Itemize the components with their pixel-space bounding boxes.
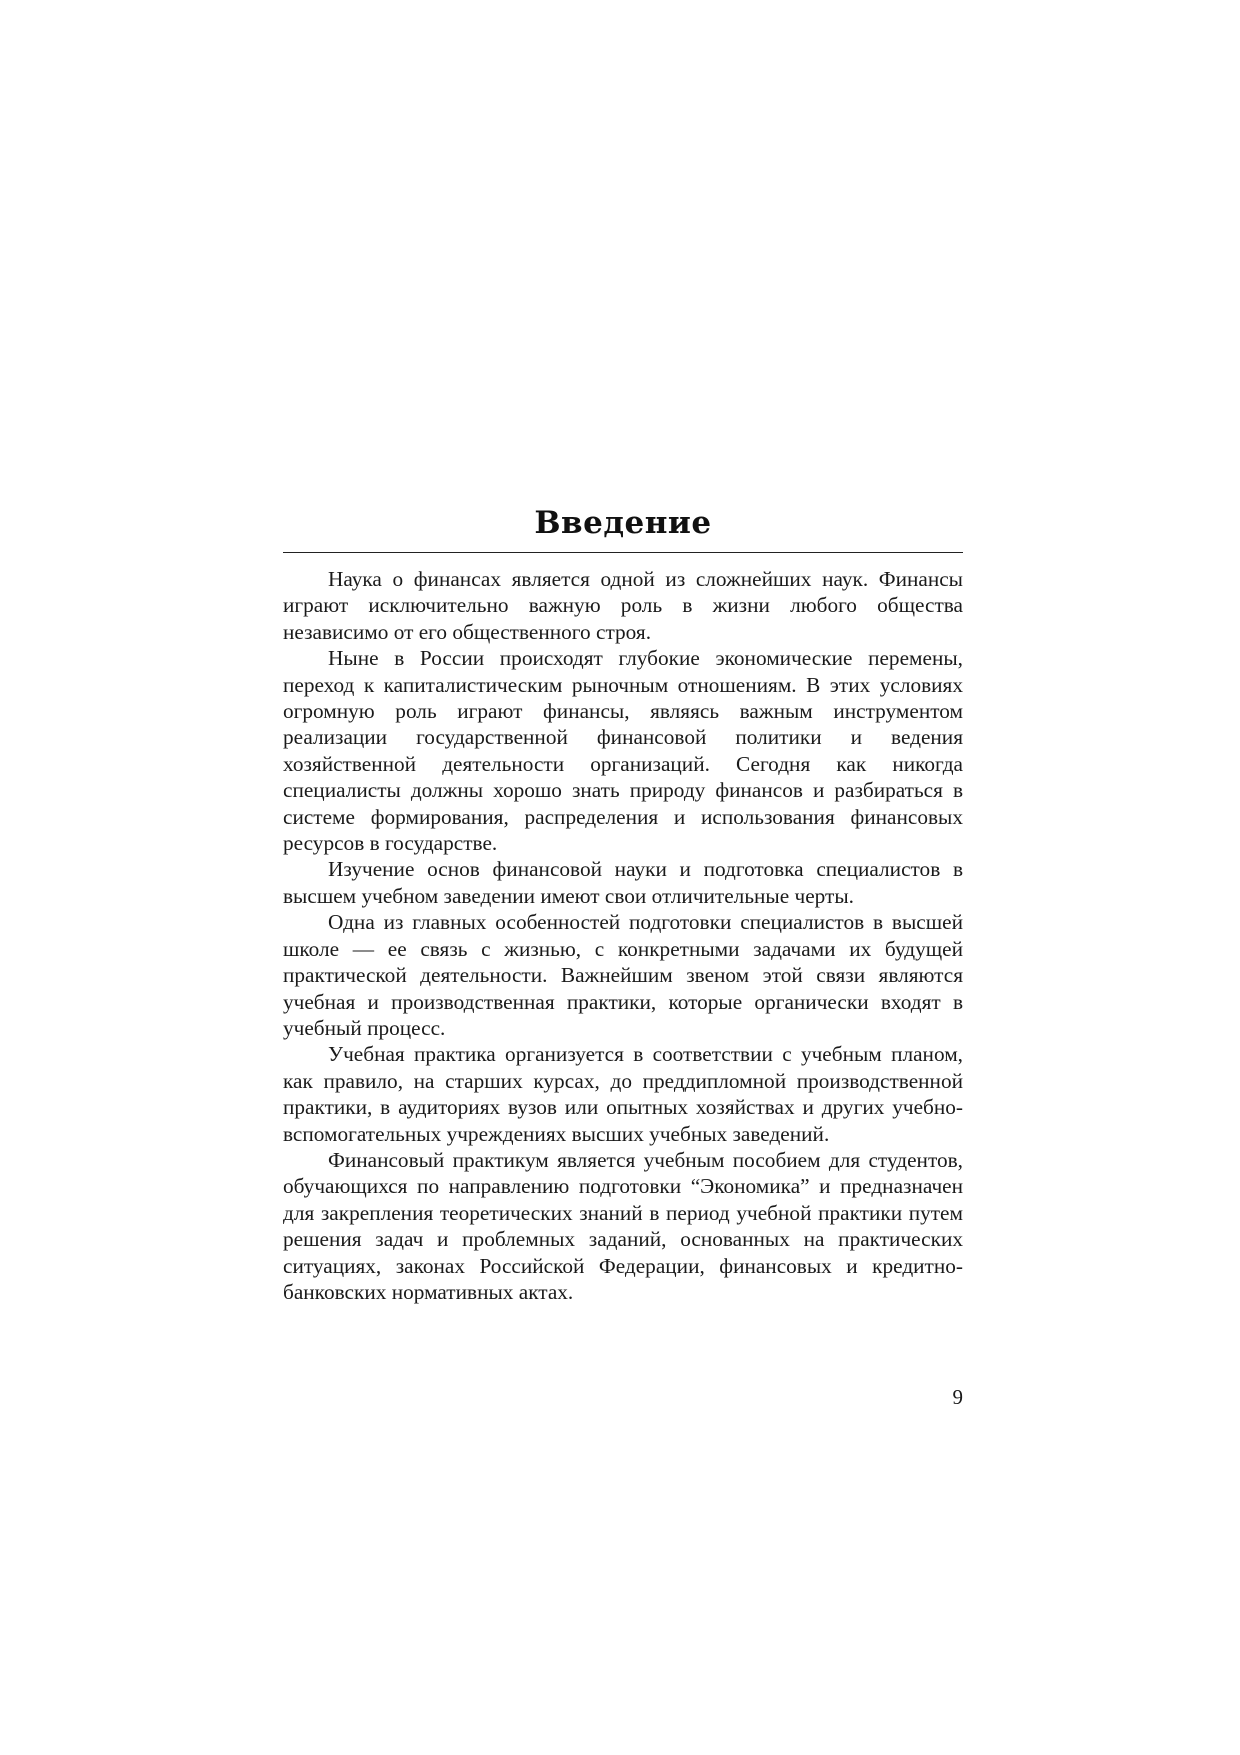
chapter-title: Введение <box>534 505 712 541</box>
paragraph-5: Учебная практика организуется в соответствии с учебным планом, как правило, на старших курсах, до преддипломной производственной практики, в аудиториях вузов или опытных хозяйствах и других учебно-вспомогательных учреждениях высших учебных заведений. <box>283 1042 963 1146</box>
paragraph-1: Наука о финансах является одной из сложнейших наук. Финансы играют исключительно важную роль в жизни любого общества независимо от его общественного строя. <box>283 567 963 644</box>
paragraph-4: Одна из главных особенностей подготовки специалистов в высшей школе — ее связь с жизнью, с конкретными задачами их будущей практической деятельности. Важнейшим звеном этой связи являются учебная и производственная практики, которые органически входят в учебный процесс. <box>283 910 963 1040</box>
body-text <box>283 566 963 1305</box>
paragraph-2: Ныне в России происходят глубокие экономические перемены, переход к капиталистическим рыночным отношениям. В этих условиях огромную роль играют финансы, являясь важным инструментом реализации государственной финансовой политики и ведения хозяйственной деятельности организаций. Сегодня как никогда специалисты должны хорошо знать природу финансов и разбираться в системе формирования, распределения и использования финансовых ресурсов в государстве. <box>283 646 963 856</box>
title-underline-rule <box>283 552 963 553</box>
page-number: 9 <box>952 1385 963 1409</box>
paragraph-3: Изучение основ финансовой науки и подготовка специалистов в высшем учебном заведении имеют свои отличительные черты. <box>283 857 963 908</box>
paragraph-6: Финансовый практикум является учебным пособием для студентов, обучающихся по направлению подготовки “Экономика” и предназначен для закрепления теоретических знаний в период учебной практики путем решения задач и проблемных заданий, основанных на практических ситуациях, законах Российской Федерации, финансовых и кредитно-банковских нормативных актах. <box>283 1147 963 1304</box>
chapter-heading <box>283 502 963 553</box>
